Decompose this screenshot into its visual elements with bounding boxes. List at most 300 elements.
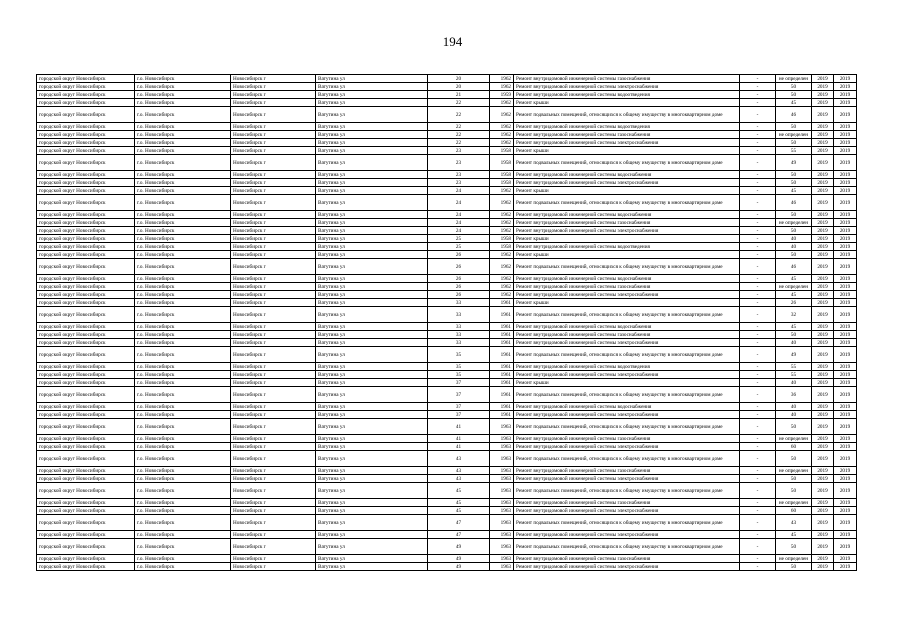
city-cell: Новосибирск г [231, 419, 316, 435]
district-cell: г.о. Новосибирск [135, 251, 231, 259]
dash-cell: - [740, 507, 776, 515]
wear-percent-cell: 50 [776, 91, 812, 99]
year-built-cell: 1961 [490, 331, 514, 339]
street-cell: Ватутина ул [316, 539, 428, 555]
district-cell: г.о. Новосибирск [135, 419, 231, 435]
work-type-cell: Ремонт крыши [514, 99, 740, 107]
district-cell: г.о. Новосибирск [135, 171, 231, 179]
district-cell: г.о. Новосибирск [135, 219, 231, 227]
table-row [37, 363, 857, 371]
municipality-cell: городской округ Новосибирск [37, 91, 135, 99]
wear-percent-cell: не определен [776, 555, 812, 563]
house-number-cell: 35 [428, 371, 490, 379]
plan-start-year-cell: 2019 [812, 251, 834, 259]
district-cell: г.о. Новосибирск [135, 147, 231, 155]
year-built-cell: 1963 [490, 435, 514, 443]
work-type-cell: Ремонт внутридомовой инженерной системы газоснабжения [514, 283, 740, 291]
dash-cell: - [740, 555, 776, 563]
street-cell: Ватутина ул [316, 475, 428, 483]
municipality-cell: городской округ Новосибирск [37, 227, 135, 235]
house-number-cell: 20 [428, 83, 490, 91]
dash-cell: - [740, 75, 776, 83]
dash-cell: - [740, 91, 776, 99]
district-cell: г.о. Новосибирск [135, 299, 231, 307]
house-number-cell: 35 [428, 347, 490, 363]
dash-cell: - [740, 251, 776, 259]
city-cell: Новосибирск г [231, 515, 316, 531]
street-cell: Ватутина ул [316, 99, 428, 107]
dash-cell: - [740, 443, 776, 451]
year-built-cell: 1963 [490, 555, 514, 563]
street-cell: Ватутина ул [316, 251, 428, 259]
street-cell: Ватутина ул [316, 259, 428, 275]
table-row [37, 299, 857, 307]
plan-start-year-cell: 2019 [812, 107, 834, 123]
year-built-cell: 1958 [490, 147, 514, 155]
plan-end-year-cell: 2019 [834, 339, 857, 347]
street-cell: Ватутина ул [316, 235, 428, 243]
work-type-cell: Ремонт внутридомовой инженерной системы газоснабжения [514, 555, 740, 563]
district-cell: г.о. Новосибирск [135, 275, 231, 283]
municipality-cell: городской округ Новосибирск [37, 283, 135, 291]
street-cell: Ватутина ул [316, 227, 428, 235]
city-cell: Новосибирск г [231, 83, 316, 91]
year-built-cell: 1961 [490, 371, 514, 379]
plan-end-year-cell: 2019 [834, 475, 857, 483]
dash-cell: - [740, 563, 776, 571]
work-type-cell: Ремонт внутридомовой инженерной системы электроснабжения [514, 563, 740, 571]
street-cell: Ватутина ул [316, 323, 428, 331]
city-cell: Новосибирск г [231, 275, 316, 283]
municipality-cell: городской округ Новосибирск [37, 451, 135, 467]
dash-cell: - [740, 539, 776, 555]
dash-cell: - [740, 275, 776, 283]
municipality-cell: городской округ Новосибирск [37, 379, 135, 387]
table-row [37, 555, 857, 563]
district-cell: г.о. Новосибирск [135, 259, 231, 275]
plan-start-year-cell: 2019 [812, 467, 834, 475]
city-cell: Новосибирск г [231, 123, 316, 131]
wear-percent-cell: 40 [776, 411, 812, 419]
city-cell: Новосибирск г [231, 131, 316, 139]
plan-end-year-cell: 2019 [834, 379, 857, 387]
year-built-cell: 1962 [490, 187, 514, 195]
house-number-cell: 45 [428, 499, 490, 507]
table-row [37, 451, 857, 467]
wear-percent-cell: 50 [776, 483, 812, 499]
house-number-cell: 41 [428, 419, 490, 435]
street-cell: Ватутина ул [316, 443, 428, 451]
wear-percent-cell: 55 [776, 371, 812, 379]
plan-end-year-cell: 2019 [834, 443, 857, 451]
wear-percent-cell: 46 [776, 195, 812, 211]
table-row [37, 139, 857, 147]
plan-end-year-cell: 2019 [834, 123, 857, 131]
plan-start-year-cell: 2019 [812, 563, 834, 571]
work-type-cell: Ремонт подвальных помещений, относящихся к общему имуществу в многоквартирном доме [514, 515, 740, 531]
district-cell: г.о. Новосибирск [135, 131, 231, 139]
year-built-cell: 1961 [490, 387, 514, 403]
year-built-cell: 1963 [490, 451, 514, 467]
plan-end-year-cell: 2019 [834, 323, 857, 331]
street-cell: Ватутина ул [316, 243, 428, 251]
table-row [37, 403, 857, 411]
city-cell: Новосибирск г [231, 235, 316, 243]
year-built-cell: 1962 [490, 275, 514, 283]
work-type-cell: Ремонт подвальных помещений, относящихся к общему имуществу в многоквартирном доме [514, 483, 740, 499]
city-cell: Новосибирск г [231, 187, 316, 195]
house-number-cell: 35 [428, 363, 490, 371]
dash-cell: - [740, 467, 776, 475]
house-number-cell: 43 [428, 475, 490, 483]
street-cell: Ватутина ул [316, 499, 428, 507]
plan-start-year-cell: 2019 [812, 211, 834, 219]
plan-end-year-cell: 2019 [834, 435, 857, 443]
municipality-cell: городской округ Новосибирск [37, 499, 135, 507]
plan-end-year-cell: 2019 [834, 219, 857, 227]
work-type-cell: Ремонт внутридомовой инженерной системы водоотведения [514, 363, 740, 371]
municipality-cell: городской округ Новосибирск [37, 171, 135, 179]
dash-cell: - [740, 195, 776, 211]
district-cell: г.о. Новосибирск [135, 307, 231, 323]
dash-cell: - [740, 435, 776, 443]
plan-end-year-cell: 2019 [834, 251, 857, 259]
dash-cell: - [740, 179, 776, 187]
plan-end-year-cell: 2019 [834, 275, 857, 283]
house-number-cell: 24 [428, 195, 490, 211]
work-type-cell: Ремонт внутридомовой инженерной системы водоснабжения [514, 403, 740, 411]
table-row [37, 371, 857, 379]
district-cell: г.о. Новосибирск [135, 99, 231, 107]
plan-end-year-cell: 2019 [834, 371, 857, 379]
municipality-cell: городской округ Новосибирск [37, 107, 135, 123]
city-cell: Новосибирск г [231, 211, 316, 219]
city-cell: Новосибирск г [231, 91, 316, 99]
plan-start-year-cell: 2019 [812, 307, 834, 323]
wear-percent-cell: 60 [776, 507, 812, 515]
plan-start-year-cell: 2019 [812, 323, 834, 331]
year-built-cell: 1959 [490, 91, 514, 99]
district-cell: г.о. Новосибирск [135, 187, 231, 195]
wear-percent-cell: 50 [776, 563, 812, 571]
street-cell: Ватутина ул [316, 507, 428, 515]
municipality-cell: городской округ Новосибирск [37, 131, 135, 139]
dash-cell: - [740, 347, 776, 363]
plan-end-year-cell: 2019 [834, 331, 857, 339]
capital-repair-table [36, 74, 857, 571]
street-cell: Ватутина ул [316, 483, 428, 499]
plan-start-year-cell: 2019 [812, 195, 834, 211]
plan-end-year-cell: 2019 [834, 283, 857, 291]
city-cell: Новосибирск г [231, 291, 316, 299]
city-cell: Новосибирск г [231, 139, 316, 147]
city-cell: Новосибирск г [231, 467, 316, 475]
dash-cell: - [740, 227, 776, 235]
wear-percent-cell: 32 [776, 307, 812, 323]
house-number-cell: 49 [428, 539, 490, 555]
plan-start-year-cell: 2019 [812, 347, 834, 363]
municipality-cell: городской округ Новосибирск [37, 403, 135, 411]
dash-cell: - [740, 299, 776, 307]
dash-cell: - [740, 155, 776, 171]
city-cell: Новосибирск г [231, 339, 316, 347]
wear-percent-cell: не определен [776, 131, 812, 139]
table-row [37, 443, 857, 451]
municipality-cell: городской округ Новосибирск [37, 307, 135, 323]
dash-cell: - [740, 283, 776, 291]
house-number-cell: 22 [428, 131, 490, 139]
dash-cell: - [740, 475, 776, 483]
house-number-cell: 47 [428, 531, 490, 539]
work-type-cell: Ремонт крыши [514, 251, 740, 259]
city-cell: Новосибирск г [231, 451, 316, 467]
municipality-cell: городской округ Новосибирск [37, 347, 135, 363]
plan-start-year-cell: 2019 [812, 291, 834, 299]
plan-end-year-cell: 2019 [834, 347, 857, 363]
plan-end-year-cell: 2019 [834, 75, 857, 83]
city-cell: Новосибирск г [231, 243, 316, 251]
house-number-cell: 37 [428, 379, 490, 387]
plan-end-year-cell: 2019 [834, 539, 857, 555]
work-type-cell: Ремонт внутридомовой инженерной системы электроснабжения [514, 83, 740, 91]
table-row [37, 435, 857, 443]
house-number-cell: 37 [428, 403, 490, 411]
wear-percent-cell: 43 [776, 515, 812, 531]
municipality-cell: городской округ Новосибирск [37, 323, 135, 331]
house-number-cell: 22 [428, 107, 490, 123]
municipality-cell: городской округ Новосибирск [37, 195, 135, 211]
plan-start-year-cell: 2019 [812, 131, 834, 139]
table-row [37, 75, 857, 83]
municipality-cell: городской округ Новосибирск [37, 275, 135, 283]
street-cell: Ватутина ул [316, 211, 428, 219]
district-cell: г.о. Новосибирск [135, 339, 231, 347]
street-cell: Ватутина ул [316, 347, 428, 363]
table-row [37, 419, 857, 435]
house-number-cell: 23 [428, 147, 490, 155]
municipality-cell: городской округ Новосибирск [37, 411, 135, 419]
house-number-cell: 25 [428, 235, 490, 243]
house-number-cell: 33 [428, 331, 490, 339]
table-row [37, 467, 857, 475]
house-number-cell: 23 [428, 155, 490, 171]
street-cell: Ватутина ул [316, 139, 428, 147]
plan-start-year-cell: 2019 [812, 539, 834, 555]
work-type-cell: Ремонт крыши [514, 187, 740, 195]
plan-end-year-cell: 2019 [834, 179, 857, 187]
year-built-cell: 1962 [490, 227, 514, 235]
plan-end-year-cell: 2019 [834, 243, 857, 251]
dash-cell: - [740, 387, 776, 403]
year-built-cell: 1963 [490, 475, 514, 483]
dash-cell: - [740, 83, 776, 91]
plan-start-year-cell: 2019 [812, 187, 834, 195]
plan-end-year-cell: 2019 [834, 531, 857, 539]
district-cell: г.о. Новосибирск [135, 403, 231, 411]
district-cell: г.о. Новосибирск [135, 475, 231, 483]
year-built-cell: 1962 [490, 195, 514, 211]
work-type-cell: Ремонт внутридомовой инженерной системы электроснабжения [514, 291, 740, 299]
year-built-cell: 1963 [490, 499, 514, 507]
table-row [37, 91, 857, 99]
city-cell: Новосибирск г [231, 531, 316, 539]
dash-cell: - [740, 211, 776, 219]
district-cell: г.о. Новосибирск [135, 555, 231, 563]
plan-start-year-cell: 2019 [812, 155, 834, 171]
municipality-cell: городской округ Новосибирск [37, 75, 135, 83]
dash-cell: - [740, 323, 776, 331]
municipality-cell: городской округ Новосибирск [37, 211, 135, 219]
house-number-cell: 23 [428, 179, 490, 187]
table-row [37, 291, 857, 299]
dash-cell: - [740, 291, 776, 299]
district-cell: г.о. Новосибирск [135, 235, 231, 243]
city-cell: Новосибирск г [231, 251, 316, 259]
municipality-cell: городской округ Новосибирск [37, 555, 135, 563]
street-cell: Ватутина ул [316, 131, 428, 139]
city-cell: Новосибирск г [231, 483, 316, 499]
house-number-cell: 22 [428, 123, 490, 131]
district-cell: г.о. Новосибирск [135, 179, 231, 187]
plan-end-year-cell: 2019 [834, 419, 857, 435]
city-cell: Новосибирск г [231, 155, 316, 171]
municipality-cell: городской округ Новосибирск [37, 235, 135, 243]
dash-cell: - [740, 411, 776, 419]
city-cell: Новосибирск г [231, 443, 316, 451]
municipality-cell: городской округ Новосибирск [37, 363, 135, 371]
year-built-cell: 1961 [490, 379, 514, 387]
year-built-cell: 1962 [490, 291, 514, 299]
wear-percent-cell: 49 [776, 347, 812, 363]
municipality-cell: городской округ Новосибирск [37, 531, 135, 539]
city-cell: Новосибирск г [231, 331, 316, 339]
district-cell: г.о. Новосибирск [135, 107, 231, 123]
street-cell: Ватутина ул [316, 307, 428, 323]
house-number-cell: 45 [428, 483, 490, 499]
plan-start-year-cell: 2019 [812, 219, 834, 227]
house-number-cell: 24 [428, 211, 490, 219]
plan-end-year-cell: 2019 [834, 227, 857, 235]
work-type-cell: Ремонт внутридомовой инженерной системы электроснабжения [514, 371, 740, 379]
year-built-cell: 1961 [490, 339, 514, 347]
city-cell: Новосибирск г [231, 219, 316, 227]
year-built-cell: 1961 [490, 403, 514, 411]
wear-percent-cell: не определен [776, 283, 812, 291]
district-cell: г.о. Новосибирск [135, 195, 231, 211]
year-built-cell: 1961 [490, 411, 514, 419]
dash-cell: - [740, 363, 776, 371]
dash-cell: - [740, 483, 776, 499]
work-type-cell: Ремонт внутридомовой инженерной системы газоснабжения [514, 75, 740, 83]
table-row [37, 331, 857, 339]
plan-start-year-cell: 2019 [812, 75, 834, 83]
plan-start-year-cell: 2019 [812, 531, 834, 539]
dash-cell: - [740, 219, 776, 227]
street-cell: Ватутина ул [316, 555, 428, 563]
street-cell: Ватутина ул [316, 171, 428, 179]
plan-start-year-cell: 2019 [812, 339, 834, 347]
plan-end-year-cell: 2019 [834, 411, 857, 419]
district-cell: г.о. Новосибирск [135, 411, 231, 419]
wear-percent-cell: 50 [776, 251, 812, 259]
work-type-cell: Ремонт подвальных помещений, относящихся к общему имуществу в многоквартирном доме [514, 347, 740, 363]
wear-percent-cell: 40 [776, 339, 812, 347]
street-cell: Ватутина ул [316, 467, 428, 475]
wear-percent-cell: 36 [776, 387, 812, 403]
work-type-cell: Ремонт внутридомовой инженерной системы водоснабжения [514, 171, 740, 179]
street-cell: Ватутина ул [316, 331, 428, 339]
dash-cell: - [740, 147, 776, 155]
district-cell: г.о. Новосибирск [135, 75, 231, 83]
house-number-cell: 33 [428, 323, 490, 331]
city-cell: Новосибирск г [231, 283, 316, 291]
plan-start-year-cell: 2019 [812, 387, 834, 403]
district-cell: г.о. Новосибирск [135, 283, 231, 291]
district-cell: г.о. Новосибирск [135, 563, 231, 571]
city-cell: Новосибирск г [231, 499, 316, 507]
work-type-cell: Ремонт подвальных помещений, относящихся к общему имуществу в многоквартирном доме [514, 307, 740, 323]
street-cell: Ватутина ул [316, 563, 428, 571]
house-number-cell: 21 [428, 91, 490, 99]
table-row [37, 155, 857, 171]
work-type-cell: Ремонт внутридомовой инженерной системы газоснабжения [514, 131, 740, 139]
year-built-cell: 1962 [490, 219, 514, 227]
year-built-cell: 1963 [490, 515, 514, 531]
dash-cell: - [740, 259, 776, 275]
district-cell: г.о. Новосибирск [135, 211, 231, 219]
plan-start-year-cell: 2019 [812, 435, 834, 443]
municipality-cell: городской округ Новосибирск [37, 435, 135, 443]
street-cell: Ватутина ул [316, 299, 428, 307]
plan-start-year-cell: 2019 [812, 171, 834, 179]
work-type-cell: Ремонт внутридомовой инженерной системы водоотведения [514, 91, 740, 99]
city-cell: Новосибирск г [231, 99, 316, 107]
table-row [37, 147, 857, 155]
plan-end-year-cell: 2019 [834, 147, 857, 155]
year-built-cell: 1962 [490, 283, 514, 291]
table-row [37, 195, 857, 211]
table-row [37, 387, 857, 403]
wear-percent-cell: не определен [776, 499, 812, 507]
city-cell: Новосибирск г [231, 555, 316, 563]
year-built-cell: 1963 [490, 443, 514, 451]
year-built-cell: 1958 [490, 235, 514, 243]
table-row [37, 539, 857, 555]
plan-end-year-cell: 2019 [834, 171, 857, 179]
plan-end-year-cell: 2019 [834, 363, 857, 371]
house-number-cell: 24 [428, 219, 490, 227]
work-type-cell: Ремонт внутридомовой инженерной системы газоснабжения [514, 499, 740, 507]
district-cell: г.о. Новосибирск [135, 371, 231, 379]
street-cell: Ватутина ул [316, 379, 428, 387]
wear-percent-cell: 50 [776, 123, 812, 131]
year-built-cell: 1963 [490, 419, 514, 435]
plan-start-year-cell: 2019 [812, 299, 834, 307]
house-number-cell: 41 [428, 435, 490, 443]
work-type-cell: Ремонт внутридомовой инженерной системы электроснабжения [514, 179, 740, 187]
table-row [37, 531, 857, 539]
city-cell: Новосибирск г [231, 387, 316, 403]
table-row [37, 515, 857, 531]
year-built-cell: 1962 [490, 99, 514, 107]
municipality-cell: городской округ Новосибирск [37, 243, 135, 251]
year-built-cell: 1961 [490, 307, 514, 323]
table-row [37, 507, 857, 515]
work-type-cell: Ремонт внутридомовой инженерной системы водоснабжения [514, 211, 740, 219]
table-row [37, 187, 857, 195]
wear-percent-cell: 49 [776, 155, 812, 171]
district-cell: г.о. Новосибирск [135, 363, 231, 371]
